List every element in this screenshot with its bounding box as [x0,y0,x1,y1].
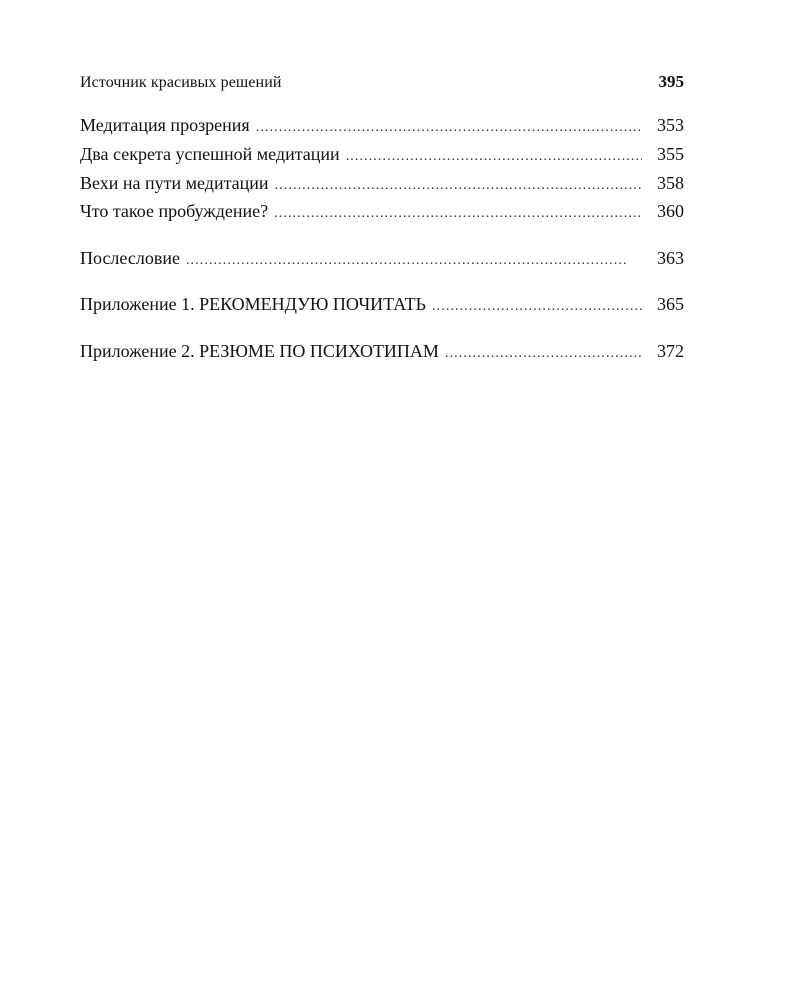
book-page [80,0,684,1000]
toc-entry [80,293,684,318]
toc-entry-title: Приложение 2. РЕЗЮМЕ ПО ПСИХОТИПАМ [80,341,439,361]
toc-entry-page: 363 [657,248,684,268]
toc-entry-title: Приложение 1. РЕКОМЕНДУЮ ПОЧИТАТЬ [80,294,427,314]
running-header [80,72,684,92]
dot-leader [274,203,642,225]
toc-entry-page: 365 [657,294,684,314]
toc-entry [80,114,684,139]
dot-leader [256,117,642,139]
running-header-title: Источник красивых решений [80,74,282,91]
toc-entry-title: Что такое пробуждение? [80,201,269,221]
toc-entry-title: Два секрета успешной медитации [80,144,340,164]
toc-entry-page: 360 [657,201,684,221]
page-number: 395 [658,72,684,91]
dot-leader [186,250,642,272]
toc-entry-page: 372 [657,341,684,361]
toc-entry-title: Послесловие [80,248,180,268]
toc-entry [80,143,684,168]
toc-entry-page: 358 [657,173,684,193]
toc-entry [80,340,684,365]
dot-leader [275,175,642,197]
toc-entry-page: 355 [657,144,684,164]
toc-entry-page: 353 [657,115,684,135]
toc-entry [80,172,684,197]
dot-leader [445,343,642,365]
toc-entry [80,247,684,272]
dot-leader [432,296,642,318]
toc-entry-title: Медитация прозрения [80,115,250,135]
dot-leader [346,146,642,168]
toc-entry-title: Вехи на пути медитации [80,173,269,193]
toc-entry [80,200,684,225]
